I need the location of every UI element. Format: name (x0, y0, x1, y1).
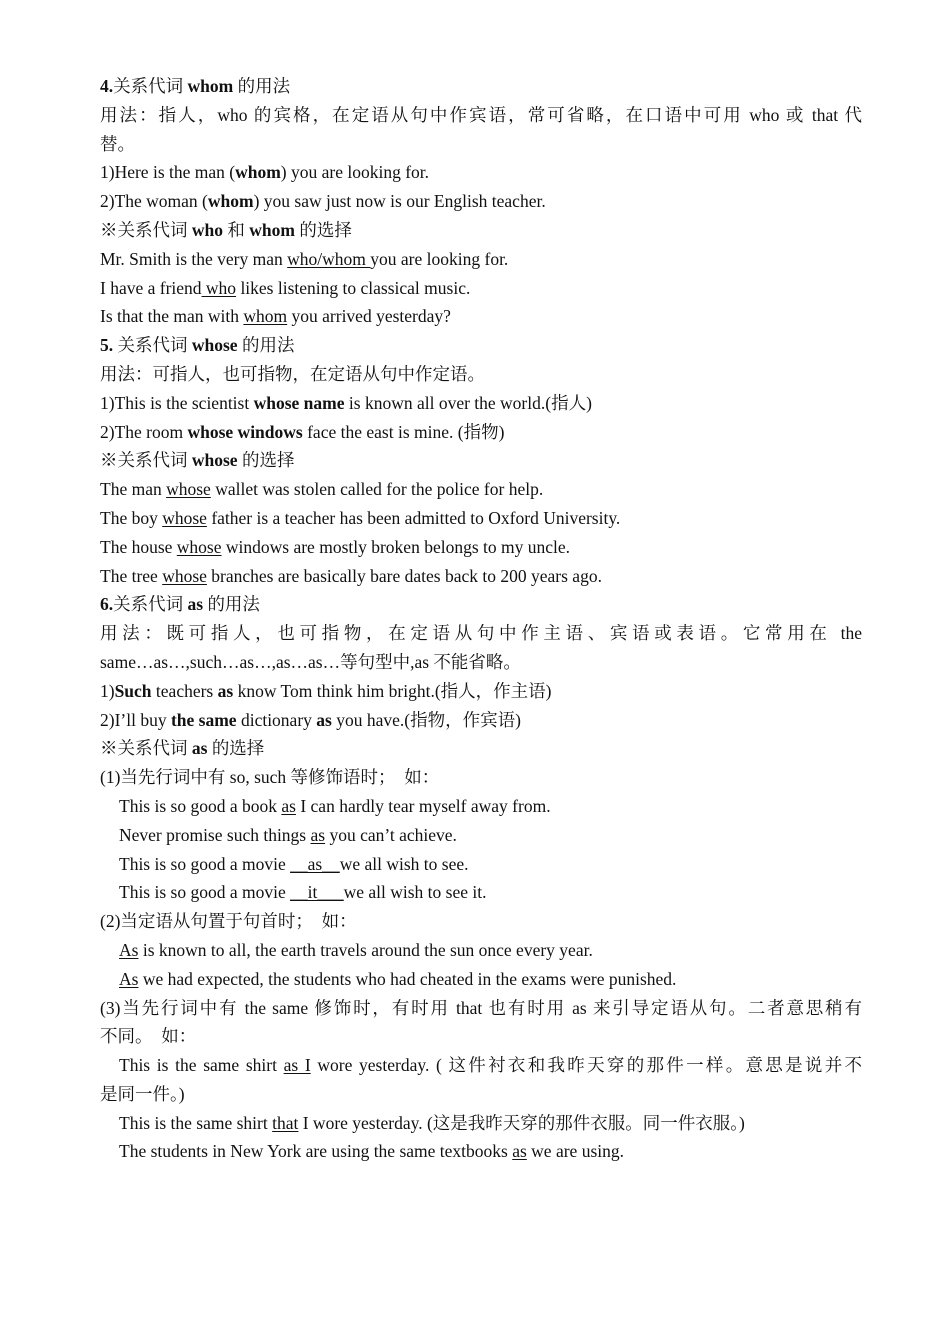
text-run: 关系代词 (117, 335, 192, 356)
section-5-choice-heading (100, 446, 862, 475)
rule-1-example-2 (100, 821, 862, 850)
text-run: whose (176, 536, 222, 557)
text-run: wore yesterday. ( 这件衬衣和我昨天穿的那件一样。意思是说并不 (310, 1055, 863, 1076)
text-run: ※关系代词 (100, 738, 192, 759)
text-run: we had expected, the students who had cheated in the exams were punished. (138, 968, 677, 989)
text-run: 5. (100, 335, 118, 356)
section-4-choice-3 (100, 302, 862, 331)
text-run: who (191, 219, 223, 240)
text-run: 关系代词 (113, 76, 188, 96)
text-run: you arrived yesterday? (287, 306, 451, 327)
text-run: Mr. Smith is the very man (100, 248, 288, 269)
text-run: as (187, 594, 204, 615)
rule-2-example-1 (100, 936, 862, 965)
section-6-choice-heading (100, 734, 862, 763)
text-run: the same (170, 709, 237, 730)
text-run: The boy (100, 507, 163, 528)
section-4-example-1 (100, 158, 862, 187)
section-4-heading (100, 72, 862, 101)
text-run: The house (100, 536, 177, 557)
section-4-choice-2 (100, 274, 862, 303)
text-run: 不同。 如： (100, 1026, 197, 1047)
section-4-usage (100, 101, 862, 130)
rule-3-example-2 (100, 1109, 862, 1138)
text-run: The tree (100, 565, 163, 586)
text-run: ※关系代词 (100, 219, 192, 240)
text-run: ) you saw just now is our English teacher. (253, 191, 546, 212)
text-run: windows are mostly broken belongs to my uncle. (221, 536, 571, 557)
text-run: __it___ (290, 882, 344, 903)
text-run: (1)当先行词中有 so, such 等修饰语时； 如： (100, 767, 440, 788)
text-run: I have a friend (100, 277, 202, 298)
text-run: 4. (100, 76, 114, 96)
text-run: 2)The room (100, 421, 188, 442)
rule-3-example-1-cont (100, 1080, 862, 1109)
text-run: 替。 (100, 133, 135, 154)
text-run: you are looking for. (370, 248, 509, 269)
rule-1-example-1 (100, 792, 862, 821)
text-run: whom (243, 306, 288, 327)
text-run: whom (207, 191, 254, 212)
text-run: 关系代词 (113, 594, 188, 615)
text-run: 1)Here is the man ( (100, 162, 236, 183)
text-run: __as__ (290, 853, 340, 874)
text-run: The students in New York are using the same textbooks (119, 1141, 513, 1162)
section-6-example-1 (100, 677, 862, 706)
text-run: as (310, 824, 326, 845)
text-run: ※关系代词 (100, 450, 192, 471)
section-4-usage-cont (100, 130, 862, 159)
text-run: 和 (223, 219, 250, 240)
section-6-usage-cont (100, 648, 862, 677)
text-run: is known to all, the earth travels around the sun once every year. (138, 939, 593, 960)
section-4-example-2 (100, 187, 862, 216)
text-run: who/whom (287, 248, 371, 269)
text-run: Such (114, 680, 152, 701)
rule-3-example-1 (100, 1051, 862, 1080)
rule-3-example-3 (100, 1137, 862, 1166)
rule-1-example-4 (100, 878, 862, 907)
text-run: teachers (151, 680, 218, 701)
text-run: (3)当先行词中有 the same 修饰时，有时用 that 也有时用 as 来引导定语从句。二者意思稍有 (100, 997, 862, 1018)
text-run: 用法：指人，who 的宾格，在定语从句中作宾语，常可省略，在口语中可用 who 或 that 代 (100, 104, 862, 125)
text-run: as (316, 709, 332, 730)
document-page (100, 72, 862, 1166)
section-4-choice-1 (100, 245, 862, 274)
section-5-heading (100, 331, 862, 360)
text-run: I wore yesterday. (这是我昨天穿的那件衣服。同一件衣服。) (298, 1112, 745, 1133)
text-run: 用法：可指人，也可指物，在定语从句中作定语。 (100, 363, 485, 384)
text-run: whom (235, 162, 281, 183)
text-run: as (512, 1141, 527, 1162)
section-6-heading (100, 590, 862, 619)
text-run: whose windows (187, 421, 303, 442)
section-5-choice-1 (100, 475, 862, 504)
rule-3 (100, 994, 862, 1023)
section-5-example-2 (100, 418, 862, 447)
text-run: whom (187, 76, 234, 96)
text-run: know Tom think him bright.(指人，作主语) (233, 680, 552, 701)
text-run: father is a teacher has been admitted to Oxford University. (206, 507, 621, 528)
text-run: As (119, 939, 139, 960)
section-5-choice-4 (100, 562, 862, 591)
text-run: that (272, 1112, 299, 1133)
section-5-example-1 (100, 389, 862, 418)
text-run: 6. (100, 594, 114, 615)
text-run: 的选择 (237, 450, 295, 471)
text-run: as (191, 738, 208, 759)
text-run: you can’t achieve. (325, 824, 457, 845)
text-run: 1)This is the scientist (100, 392, 254, 413)
text-run: Is that the man with (100, 306, 244, 327)
text-run: face the east is mine. (指物) (302, 421, 505, 442)
rule-2-example-2 (100, 965, 862, 994)
text-run: (2)当定语从句置于句首时； 如： (100, 911, 357, 932)
text-run: 的选择 (207, 738, 265, 759)
text-run: 2)I’ll buy (100, 709, 171, 730)
text-run: The man (100, 479, 167, 500)
text-run: who (201, 277, 237, 298)
text-run: whose (162, 565, 207, 586)
text-run: This is the same shirt (119, 1055, 284, 1076)
text-run: 的选择 (294, 219, 352, 240)
rule-1-example-3 (100, 850, 862, 879)
text-run: This is so good a movie (119, 853, 291, 874)
section-4-choice-heading (100, 216, 862, 245)
text-run: 的用法 (233, 76, 291, 96)
rule-3-cont (100, 1022, 862, 1051)
text-run: This is the same shirt (119, 1112, 273, 1133)
text-run: branches are basically bare dates back to 200 years ago. (206, 565, 602, 586)
text-run: we all wish to see it. (343, 882, 487, 903)
text-run: likes listening to classical music. (236, 277, 471, 298)
text-run: whose name (253, 392, 345, 413)
text-run: is known all over the world.(指人) (344, 392, 592, 413)
text-run: whose (162, 507, 207, 528)
text-run: we are using. (526, 1141, 624, 1162)
text-run: whom (249, 219, 295, 240)
text-run: we all wish to see. (339, 853, 469, 874)
text-run: as (281, 795, 296, 816)
rule-2 (100, 907, 862, 936)
text-run: This is so good a movie (119, 882, 291, 903)
text-run: 的用法 (203, 594, 260, 615)
section-6-usage (100, 619, 862, 648)
text-run: wallet was stolen called for the police for help. (210, 479, 544, 500)
section-6-example-2 (100, 706, 862, 735)
text-run: 是同一件。) (100, 1083, 185, 1104)
text-run: As (119, 968, 139, 989)
text-run: as I (283, 1055, 311, 1076)
rule-1 (100, 763, 862, 792)
text-run: whose (191, 450, 238, 471)
text-run: same…as…,such…as…,as…as…等句型中,as 不能省略。 (100, 651, 521, 672)
text-run: 2)The woman ( (100, 191, 208, 212)
section-5-choice-3 (100, 533, 862, 562)
text-run: This is so good a book (119, 795, 282, 816)
text-run: you have.(指物，作宾语) (331, 709, 521, 730)
text-run: Never promise such things (119, 824, 311, 845)
section-5-choice-2 (100, 504, 862, 533)
text-run: ) you are looking for. (280, 162, 430, 183)
section-5-usage (100, 360, 862, 389)
text-run: whose (166, 479, 211, 500)
text-run: as (217, 680, 234, 701)
text-run: 的用法 (237, 335, 295, 356)
text-run: I can hardly tear myself away from. (295, 795, 551, 816)
text-run: 用法：既可指人，也可指物，在定语从句中作主语、宾语或表语。它常用在 the (100, 623, 862, 644)
text-run: 1) (100, 680, 115, 701)
text-run: dictionary (236, 709, 317, 730)
text-run: whose (191, 335, 238, 356)
